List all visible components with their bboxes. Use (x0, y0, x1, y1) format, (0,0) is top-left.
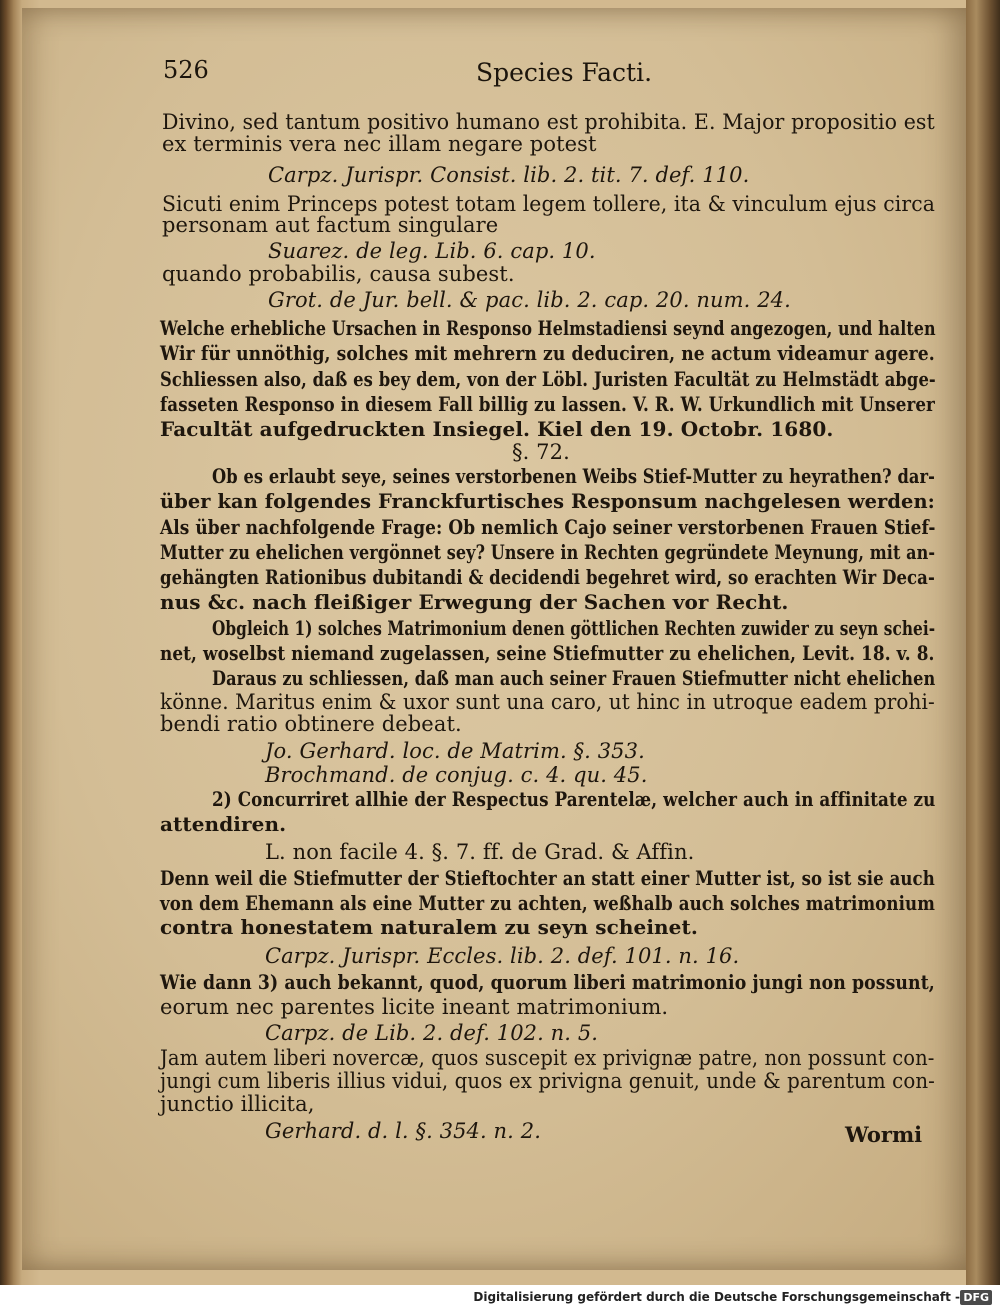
text-line: Mutter zu ehelichen vergönnet sey? Unsere in Rechten gegründete Meynung, mit an- (160, 540, 936, 564)
text-line: junctio illicita, (160, 1092, 315, 1116)
footer-bar (0, 1285, 1000, 1311)
citation-line: Carpz. Jurispr. Consist. lib. 2. tit. 7. def. 110. (268, 163, 750, 187)
citation-line: Carpz. Jurispr. Eccles. lib. 2. def. 101. n. 16. (265, 944, 740, 968)
text-line: quando probabilis, causa subest. (162, 262, 515, 286)
text-line: von dem Ehemann als eine Mutter zu achten, weßhalb auch solches matrimonium (160, 891, 935, 915)
text-line: eorum nec parentes licite ineant matrimonium. (160, 995, 669, 1019)
text-line: über kan folgendes Franckfurtisches Responsum nachgelesen werden: (160, 489, 935, 513)
text-line: Wir für unnöthig, solches mit mehrern zu deduciren, ne actum videamur agere. (160, 341, 935, 365)
citation-line: Suarez. de leg. Lib. 6. cap. 10. (268, 239, 596, 263)
citation-line: Brochmand. de conjug. c. 4. qu. 45. (265, 763, 648, 787)
text-line: attendiren. (160, 812, 287, 836)
text-line: nus &c. nach fleißiger Erwegung der Sachen vor Recht. (160, 590, 789, 614)
text-line: Obgleich 1) solches Matrimonium denen göttlichen Rechten zuwider zu seyn schei- (212, 616, 936, 640)
page-stack-edge (966, 0, 1000, 1285)
text-line: net, woselbst niemand zugelassen, seine Stiefmutter zu ehelichen, Levit. 18. v. 8. (160, 641, 935, 665)
text-line: Als über nachfolgende Frage: Ob nemlich Cajo seiner verstorbenen Frauen Stief- (160, 515, 936, 539)
text-line: fasseten Responso in diesem Fall billig zu lassen. V. R. W. Urkundlich mit Unserer (160, 392, 935, 416)
citation-line: Jo. Gerhard. loc. de Matrim. §. 353. (265, 739, 645, 763)
citation-line: Gerhard. d. l. §. 354. n. 2. (265, 1119, 541, 1143)
footer-credit: Digitalisierung gefördert durch die Deutsche Forschungsgemeinschaft - (473, 1290, 960, 1304)
text-line: Sicuti enim Princeps potest totam legem tollere, ita & vinculum ejus circa (162, 192, 935, 216)
text-line: contra honestatem naturalem zu seyn scheinet. (160, 915, 698, 939)
text-line: Schliessen also, daß es bey dem, von der Löbl. Juristen Facultät zu Helmstädt abge- (160, 367, 936, 391)
running-head: Species Facti. (476, 58, 653, 87)
text-line: Welche erhebliche Ursachen in Responso Helmstadiensi seynd angezogen, und halten (160, 316, 936, 340)
text-line: ex terminis vera nec illam negare potest (162, 132, 597, 156)
citation-line: Carpz. de Lib. 2. def. 102. n. 5. (265, 1021, 599, 1045)
text-line: Ob es erlaubt seye, seines verstorbenen Weibs Stief-Mutter zu heyrathen? dar- (212, 464, 936, 488)
page-number: 526 (163, 56, 209, 84)
citation-line: Grot. de Jur. bell. & pac. lib. 2. cap. 20. num. 24. (268, 288, 791, 312)
text-line: jungi cum liberis illius vidui, quos ex privigna genuit, unde & parentum con- (160, 1069, 935, 1093)
text-line: könne. Maritus enim & uxor sunt una caro, ut hinc in utroque eadem prohi- (160, 690, 935, 714)
citation-line: L. non facile 4. §. 7. ff. de Grad. & Affin. (265, 840, 695, 864)
text-line: gehängten Rationibus dubitandi & decidendi begehret wird, so erachten Wir Deca- (160, 565, 935, 589)
text-line: personam aut factum singulare (162, 213, 499, 237)
section-heading: §. 72. (512, 440, 570, 464)
text-line: 2) Concurriret allhie der Respectus Parentelæ, welcher auch in affinitate zu (212, 787, 936, 811)
dfg-logo: DFG (960, 1290, 992, 1305)
text-line: Jam autem liberi novercæ, quos suscepit ex privignæ patre, non possunt con- (160, 1046, 935, 1070)
text-line: Wie dann 3) auch bekannt, quod, quorum liberi matrimonio jungi non possunt, (160, 970, 935, 994)
text-line: bendi ratio obtinere debeat. (160, 712, 462, 736)
text-line: Facultät aufgedruckten Insiegel. Kiel den 19. Octobr. 1680. (160, 417, 834, 441)
text-line: Daraus zu schliessen, daß man auch seiner Frauen Stiefmutter nicht ehelichen (212, 666, 936, 690)
catchword: Wormi (845, 1122, 923, 1147)
text-line: Divino, sed tantum positivo humano est prohibita. E. Major propositio est (162, 110, 935, 134)
text-line: Denn weil die Stiefmutter der Stieftochter an statt einer Mutter ist, so ist sie auch (160, 866, 935, 890)
